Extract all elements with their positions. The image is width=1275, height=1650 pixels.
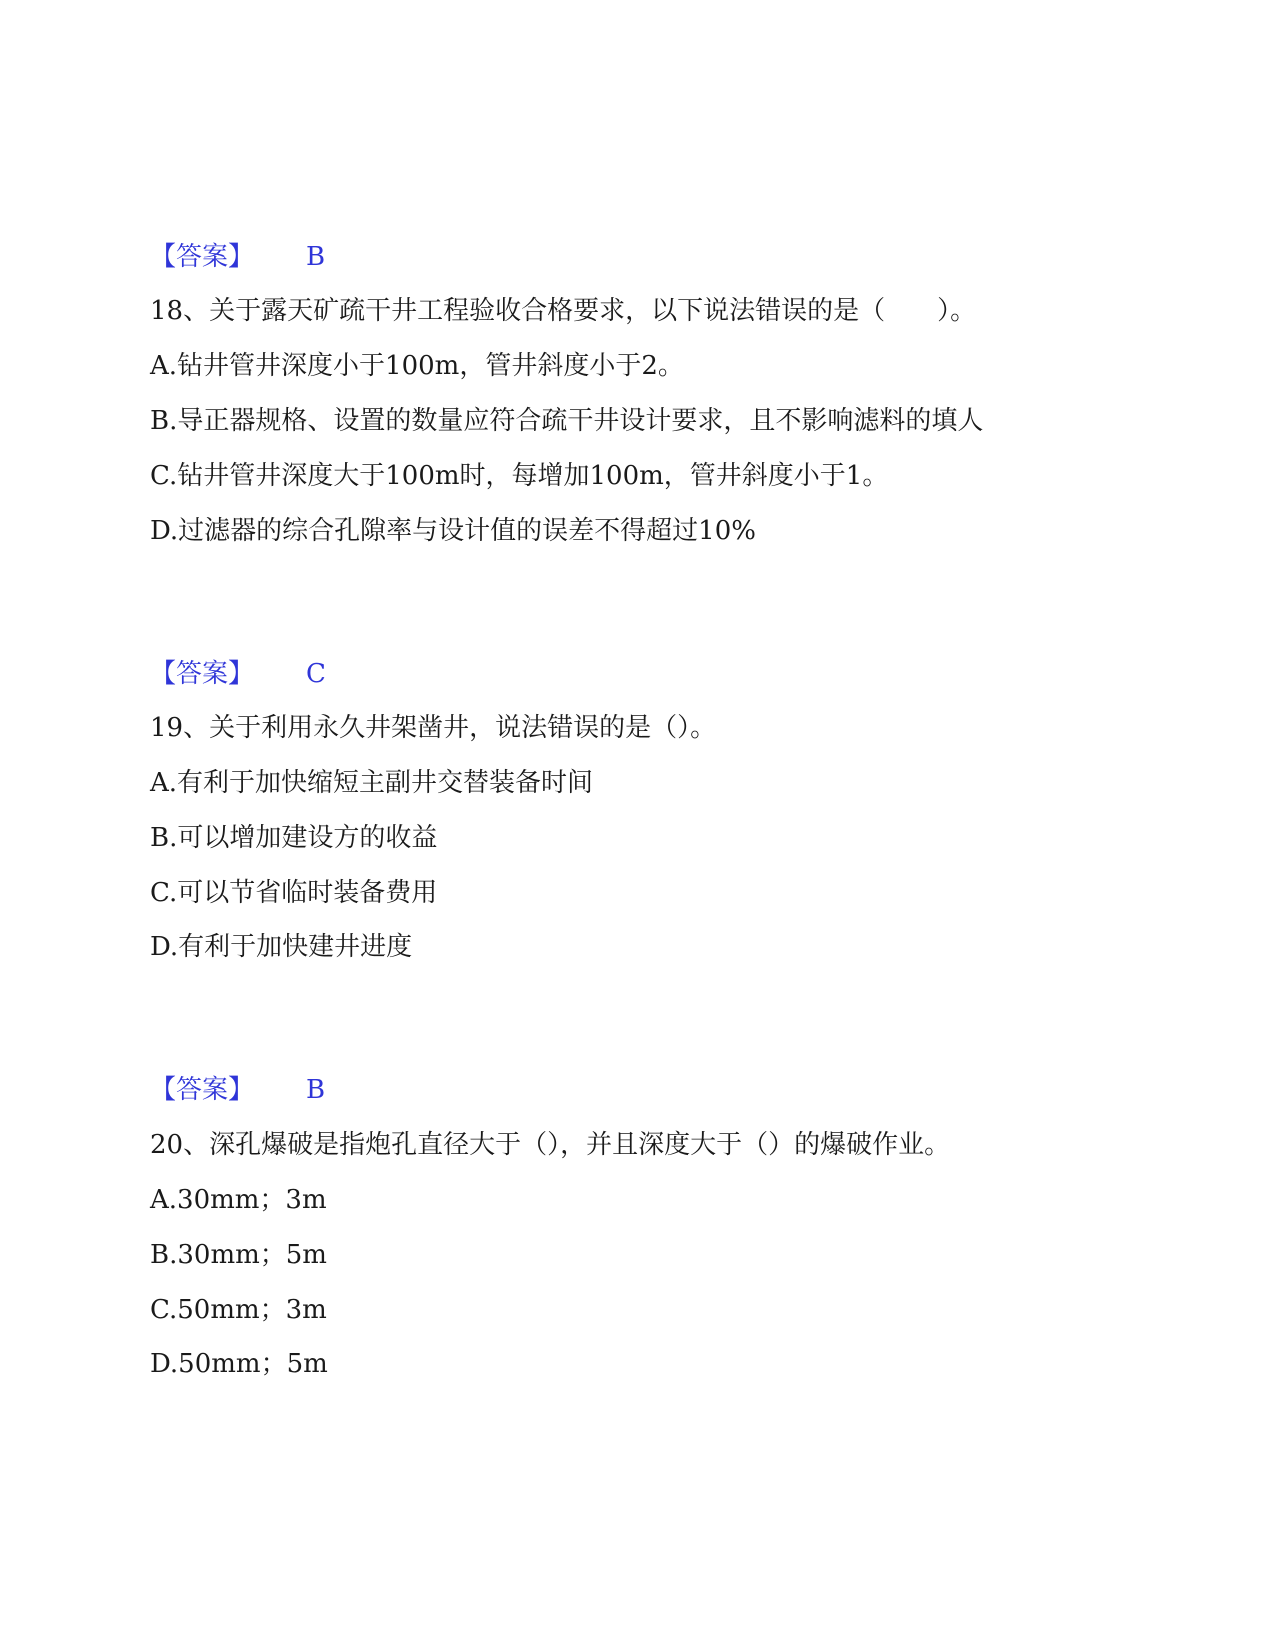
question-19-option-c: C.可以节省临时装备费用 — [150, 878, 438, 908]
question-19-option-b: B.可以增加建设方的收益 — [150, 823, 438, 853]
question-20-text: 20、深孔爆破是指炮孔直径大于（），并且深度大于（）的爆破作业。 — [150, 1130, 951, 1160]
question-19-option-d: D.有利于加快建井进度 — [150, 932, 413, 962]
question-20-option-d: D.50mm；5m — [150, 1349, 328, 1379]
answer-value: C — [306, 659, 326, 689]
question-20-option-b: B.30mm；5m — [150, 1240, 327, 1270]
answer-label: 【答案】 — [150, 1075, 255, 1105]
question-18-option-b: B.导正器规格、设置的数量应符合疏干井设计要求，且不影响滤料的填人 — [150, 406, 984, 436]
question-18-option-a: A.钻井管井深度小于100m，管井斜度小于2。 — [150, 351, 684, 381]
question-19-option-a: A.有利于加快缩短主副井交替装备时间 — [150, 768, 594, 798]
question-18-text: 18、关于露天矿疏干井工程验收合格要求，以下说法错误的是（ ）。 — [150, 296, 977, 326]
answer-label: 【答案】 — [150, 659, 255, 689]
question-20-option-a: A.30mm；3m — [150, 1185, 327, 1215]
answer-value: B — [306, 1075, 326, 1105]
question-18-option-d: D.过滤器的综合孔隙率与设计值的误差不得超过10% — [150, 516, 756, 546]
answer-line — [150, 240, 325, 274]
question-19-text: 19、关于利用永久井架凿井，说法错误的是（）。 — [150, 713, 717, 743]
answer-line — [150, 657, 326, 691]
answer-line — [150, 1073, 325, 1107]
answer-label: 【答案】 — [150, 242, 255, 272]
question-20-option-c: C.50mm；3m — [150, 1295, 327, 1325]
answer-value: B — [306, 242, 326, 272]
question-18-option-c: C.钻井管井深度大于100m时，每增加100m，管井斜度小于1。 — [150, 461, 889, 491]
